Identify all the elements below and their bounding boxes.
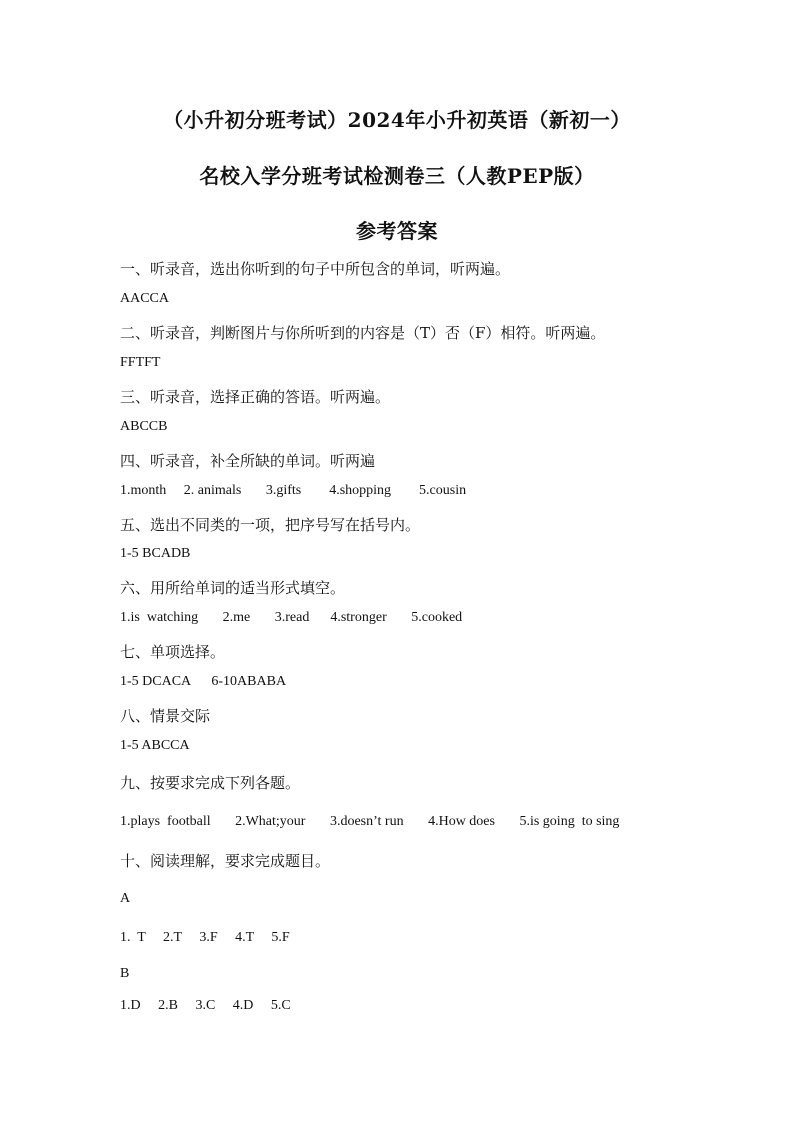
- reading-part-b-answers: 1.D 2.B 3.C 4.D 5.C: [120, 998, 291, 1013]
- section-8-answer: 1-5 ABCCA: [120, 738, 190, 753]
- answer-key-heading: 参考答案: [356, 219, 438, 243]
- section-1-answer: AACCA: [120, 291, 170, 306]
- section-8-question: 八、情景交际: [120, 707, 211, 725]
- section-1-question: 一、听录音，选出你听到的句子中所包含的单词，听两遍。: [120, 260, 511, 278]
- section-2-question: 二、听录音，判断图片与你所听到的内容是（T）否（F）相符。听两遍。: [120, 324, 606, 342]
- section-4-answer: 1.month 2. animals 3.gifts 4.shopping 5.cousin: [120, 483, 467, 498]
- reading-part-b-label: B: [120, 966, 130, 981]
- section-2-answer: FFTFT: [120, 355, 161, 370]
- section-9-answer: 1.plays football 2.What;your 3.doesn’t run 4.How does 5.is going to sing: [120, 814, 620, 829]
- section-5-question: 五、选出不同类的一项，把序号写在括号内。: [120, 516, 421, 534]
- section-6-answer: 1.is watching 2.me 3.read 4.stronger 5.cooked: [120, 610, 463, 625]
- section-3-answer: ABCCB: [120, 419, 168, 434]
- section-10-question: 十、阅读理解，要求完成题目。: [120, 852, 331, 870]
- section-7-question: 七、单项选择。: [120, 643, 226, 661]
- document-title-line-2: 名校入学分班考试检测卷三（人教PEP版）: [199, 164, 595, 188]
- section-3-question: 三、听录音，选择正确的答语。听两遍。: [120, 388, 391, 406]
- section-6-question: 六、用所给单词的适当形式填空。: [120, 579, 346, 597]
- section-9-question: 九、按要求完成下列各题。: [120, 774, 301, 792]
- section-7-answer: 1-5 DCACA 6-10ABABA: [120, 674, 287, 689]
- reading-part-a-answers: 1. T 2.T 3.F 4.T 5.F: [120, 930, 290, 945]
- section-4-question: 四、听录音，补全所缺的单词。听两遍: [120, 452, 376, 470]
- section-5-answer: 1-5 BCADB: [120, 546, 191, 561]
- document-title-line-1: （小升初分班考试）2024年小升初英语（新初一）: [163, 108, 631, 132]
- reading-part-a-label: A: [120, 891, 131, 906]
